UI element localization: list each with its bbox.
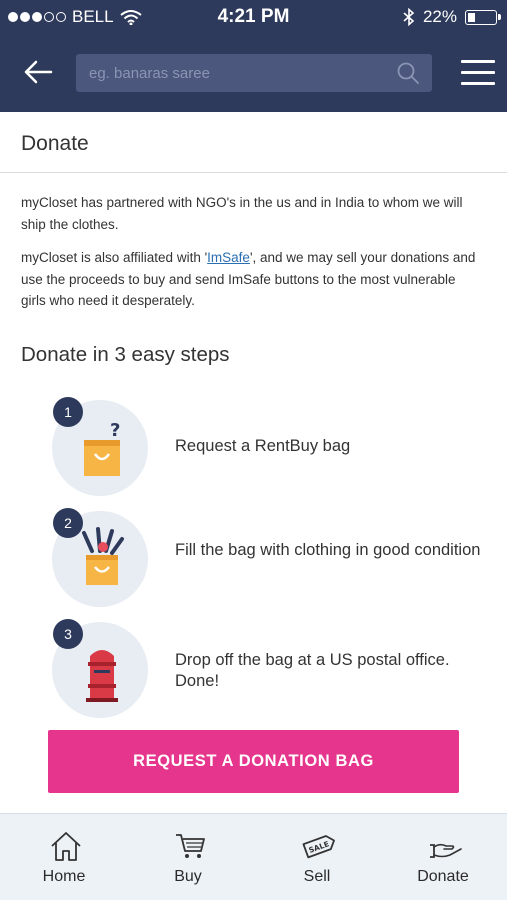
step-number: 1: [53, 397, 83, 427]
clock: 4:21 PM: [217, 6, 290, 27]
battery-info: [403, 7, 497, 27]
step-text: Fill the bag with clothing in good condition: [175, 541, 481, 559]
svg-text:SALE: SALE: [307, 839, 331, 855]
cart-icon: [173, 829, 207, 863]
search-input[interactable]: [76, 54, 432, 92]
bluetooth-icon: [403, 8, 415, 26]
intro-text: myCloset has partnered with NGO's in the us and in India to whom we will ship the clothes.: [21, 195, 463, 232]
search-placeholder: eg. banaras saree: [89, 65, 210, 82]
carrier-name: BELL: [72, 7, 114, 26]
divider: [0, 172, 507, 173]
step-text: Request a RentBuy bag: [175, 437, 351, 455]
request-donation-bag-button[interactable]: REQUEST A DONATION BAG: [48, 730, 459, 793]
search-icon[interactable]: [396, 61, 420, 85]
hamburger-menu-icon[interactable]: [461, 60, 495, 86]
tab-donate[interactable]: [388, 814, 498, 900]
tab-home[interactable]: [9, 814, 119, 900]
step-text: Drop off the bag at a US postal office. Done!: [175, 651, 450, 690]
tab-label: Donate: [417, 868, 469, 885]
imsafe-link[interactable]: ImSafe: [207, 250, 250, 265]
page-title: Donate: [21, 132, 89, 155]
battery-percent: 22%: [422, 7, 457, 26]
step-1: [52, 400, 492, 496]
tab-buy[interactable]: [133, 814, 243, 900]
home-icon: [49, 829, 83, 863]
svg-text:?: ?: [110, 420, 121, 441]
status-bar: [0, 0, 507, 38]
step-2: [52, 511, 492, 607]
bottom-tab-bar: [0, 813, 507, 900]
app-header: [0, 0, 507, 112]
step-number: 3: [53, 619, 83, 649]
sale-tag-icon: [302, 829, 336, 863]
tab-sell[interactable]: [262, 814, 372, 900]
bag-question-icon: [70, 414, 134, 484]
battery-level: [468, 13, 475, 22]
tab-label: Sell: [303, 868, 331, 885]
tab-label: Buy: [174, 868, 202, 885]
postbox-icon: [70, 636, 134, 706]
back-arrow-icon[interactable]: [22, 56, 54, 88]
tab-label: Home: [42, 868, 86, 885]
affiliation-text-end: ', and we may sell your donations and use the proceeds to buy and send ImSafe buttons to the most vulnerable girls who need it desperately.: [21, 250, 476, 308]
step-number: 2: [53, 508, 83, 538]
battery-icon: [465, 10, 497, 25]
steps-heading: Donate in 3 easy steps: [21, 343, 230, 366]
affiliation-text: [21, 247, 481, 312]
donate-hand-icon: [428, 829, 462, 863]
step-3: [52, 622, 492, 718]
affiliation-text-start: myCloset is also affiliated with ': [21, 250, 208, 265]
bag-clothes-icon: [70, 525, 134, 595]
